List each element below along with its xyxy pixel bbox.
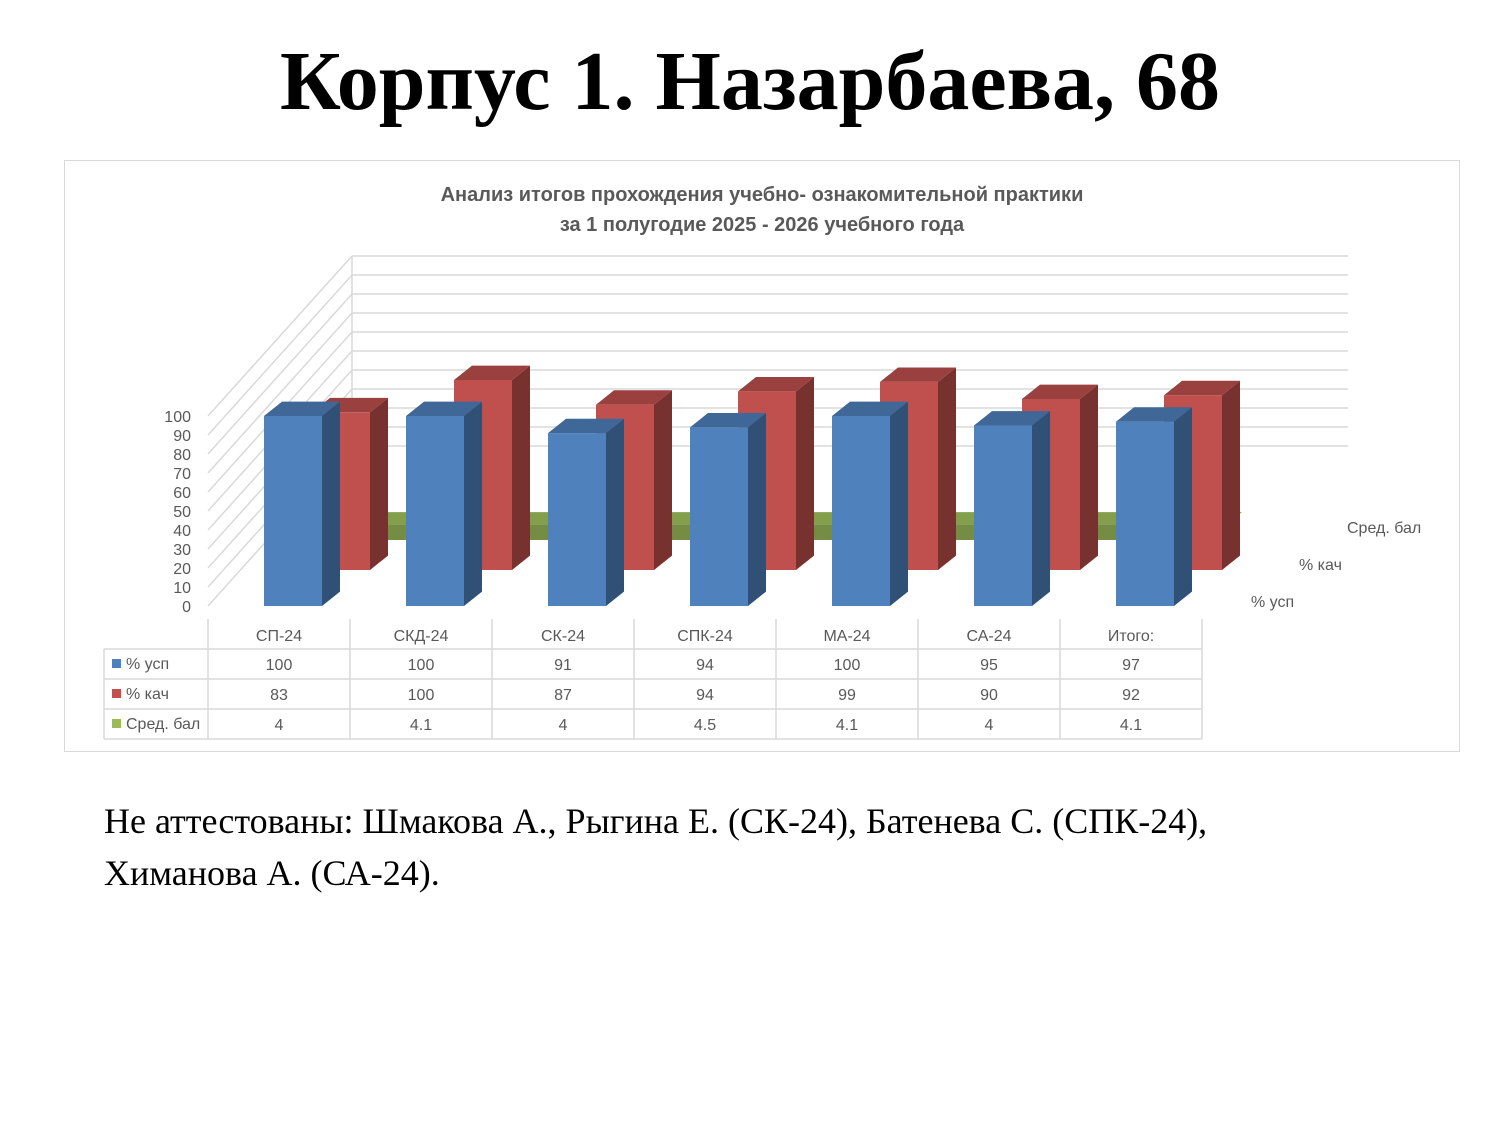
chart-title-line-1: Анализ итогов прохождения учебно- ознакомительной практики: [440, 184, 1084, 206]
table-cell: 99: [838, 687, 856, 704]
depth-label-series-2: % кач: [1299, 557, 1342, 574]
table-cell: 4.1: [835, 717, 859, 734]
bar-series-1-5-side: [890, 402, 908, 606]
table-cell: 92: [1122, 687, 1140, 704]
bar-series-1-2: [406, 402, 482, 606]
table-cell: 4: [984, 717, 994, 734]
bar-series-2-1-side: [370, 398, 388, 570]
bar-series-2-7-side: [1222, 381, 1240, 570]
legend-key-series-2: [112, 689, 121, 698]
depth-label-series-1: % усп: [1251, 594, 1295, 611]
category-label: СКД-24: [393, 628, 449, 645]
bar-series-1-5: [832, 402, 908, 606]
category-label: СПК-24: [677, 628, 733, 645]
y-tick-label: 10: [173, 580, 191, 597]
category-label: МА-24: [823, 628, 871, 645]
bar-series-2-2-side: [512, 366, 530, 570]
depth-label-series-3: Сред. бал: [1347, 520, 1422, 537]
table-cell: 97: [1122, 657, 1140, 674]
bar-series-2-3-side: [654, 390, 672, 570]
y-tick-label: 50: [173, 504, 191, 521]
footnote: [104, 795, 1404, 899]
chart-title-line-2: за 1 полугодие 2025 - 2026 учебного года: [559, 214, 965, 236]
table-cell: 4.1: [1119, 717, 1143, 734]
table-cell: 94: [696, 657, 714, 674]
y-tick-label: 100: [164, 409, 191, 426]
table-cell: 4: [558, 717, 568, 734]
bar-series-1-2-front: [406, 416, 464, 606]
y-tick-label: 20: [173, 561, 191, 578]
footnote-line-2: Химанова А. (СА-24).: [104, 853, 440, 893]
row-label-series-2: % кач: [126, 686, 169, 703]
category-label: СП-24: [255, 628, 303, 645]
bar-series-1-7-side: [1174, 407, 1192, 606]
category-label: СА-24: [966, 628, 1012, 645]
category-label: Итого:: [1107, 628, 1155, 645]
y-tick-label: 70: [173, 466, 191, 483]
table-cell: 4.5: [693, 717, 717, 734]
bar-series-2-4-side: [796, 377, 814, 570]
y-tick-label: 40: [173, 523, 191, 540]
bar-series-1-6-front: [974, 426, 1032, 607]
chart-frame: [64, 160, 1460, 752]
chart-bars: [264, 366, 1242, 606]
row-label-series-3: Сред. бал: [126, 716, 201, 733]
y-tick-label: 30: [173, 542, 191, 559]
bar-series-1-7: [1116, 407, 1192, 606]
table-cell: 100: [265, 657, 293, 674]
table-cell: 87: [554, 687, 572, 704]
bar-series-1-7-front: [1116, 422, 1174, 606]
footnote-line-1: Не аттестованы: Шмакова А., Рыгина Е. (СК-24), Батенева С. (СПК-24),: [104, 801, 1208, 841]
bar-series-2-6-side: [1080, 385, 1098, 570]
y-tick-label: 80: [173, 447, 191, 464]
bar-series-1-4: [690, 413, 766, 606]
y-tick-label: 0: [182, 599, 191, 616]
legend-key-series-1: [112, 659, 121, 668]
bar-series-1-5-front: [832, 416, 890, 606]
table-cell: 4.1: [409, 717, 433, 734]
table-cell: 83: [270, 687, 288, 704]
bar-series-1-6-side: [1032, 411, 1050, 606]
bar-series-1-4-side: [748, 413, 766, 606]
depth-axis-labels: [1251, 520, 1421, 611]
table-cell: 95: [980, 657, 998, 674]
bar-series-1-3-side: [606, 419, 624, 606]
y-tick-label: 60: [173, 485, 191, 502]
table-cell: 100: [407, 687, 435, 704]
slide-title: Корпус 1. Назарбаева, 68: [280, 35, 1220, 128]
table-cell: 4: [274, 717, 284, 734]
category-label: СК-24: [541, 628, 585, 645]
data-table: [104, 619, 1202, 739]
bar-series-1-3: [548, 419, 624, 606]
bar-series-1-6: [974, 411, 1050, 606]
bar-series-1-1-front: [264, 416, 322, 606]
bar-series-2-5-side: [938, 368, 956, 571]
y-tick-label: 90: [173, 428, 191, 445]
y-axis-ticks: [164, 409, 191, 616]
bar-series-1-1: [264, 402, 340, 606]
bar-series-1-2-side: [464, 402, 482, 606]
table-cell: 90: [980, 687, 998, 704]
bar-series-1-1-side: [322, 402, 340, 606]
bar-series-1-3-front: [548, 433, 606, 606]
bar-series-1-4-front: [690, 427, 748, 606]
legend-key-series-3: [112, 719, 121, 728]
table-cell: 100: [833, 657, 861, 674]
table-cell: 100: [407, 657, 435, 674]
table-cell: 94: [696, 687, 714, 704]
row-label-series-1: % усп: [126, 656, 170, 673]
table-cell: 91: [554, 657, 572, 674]
chart-3d-bar: [65, 161, 1459, 751]
